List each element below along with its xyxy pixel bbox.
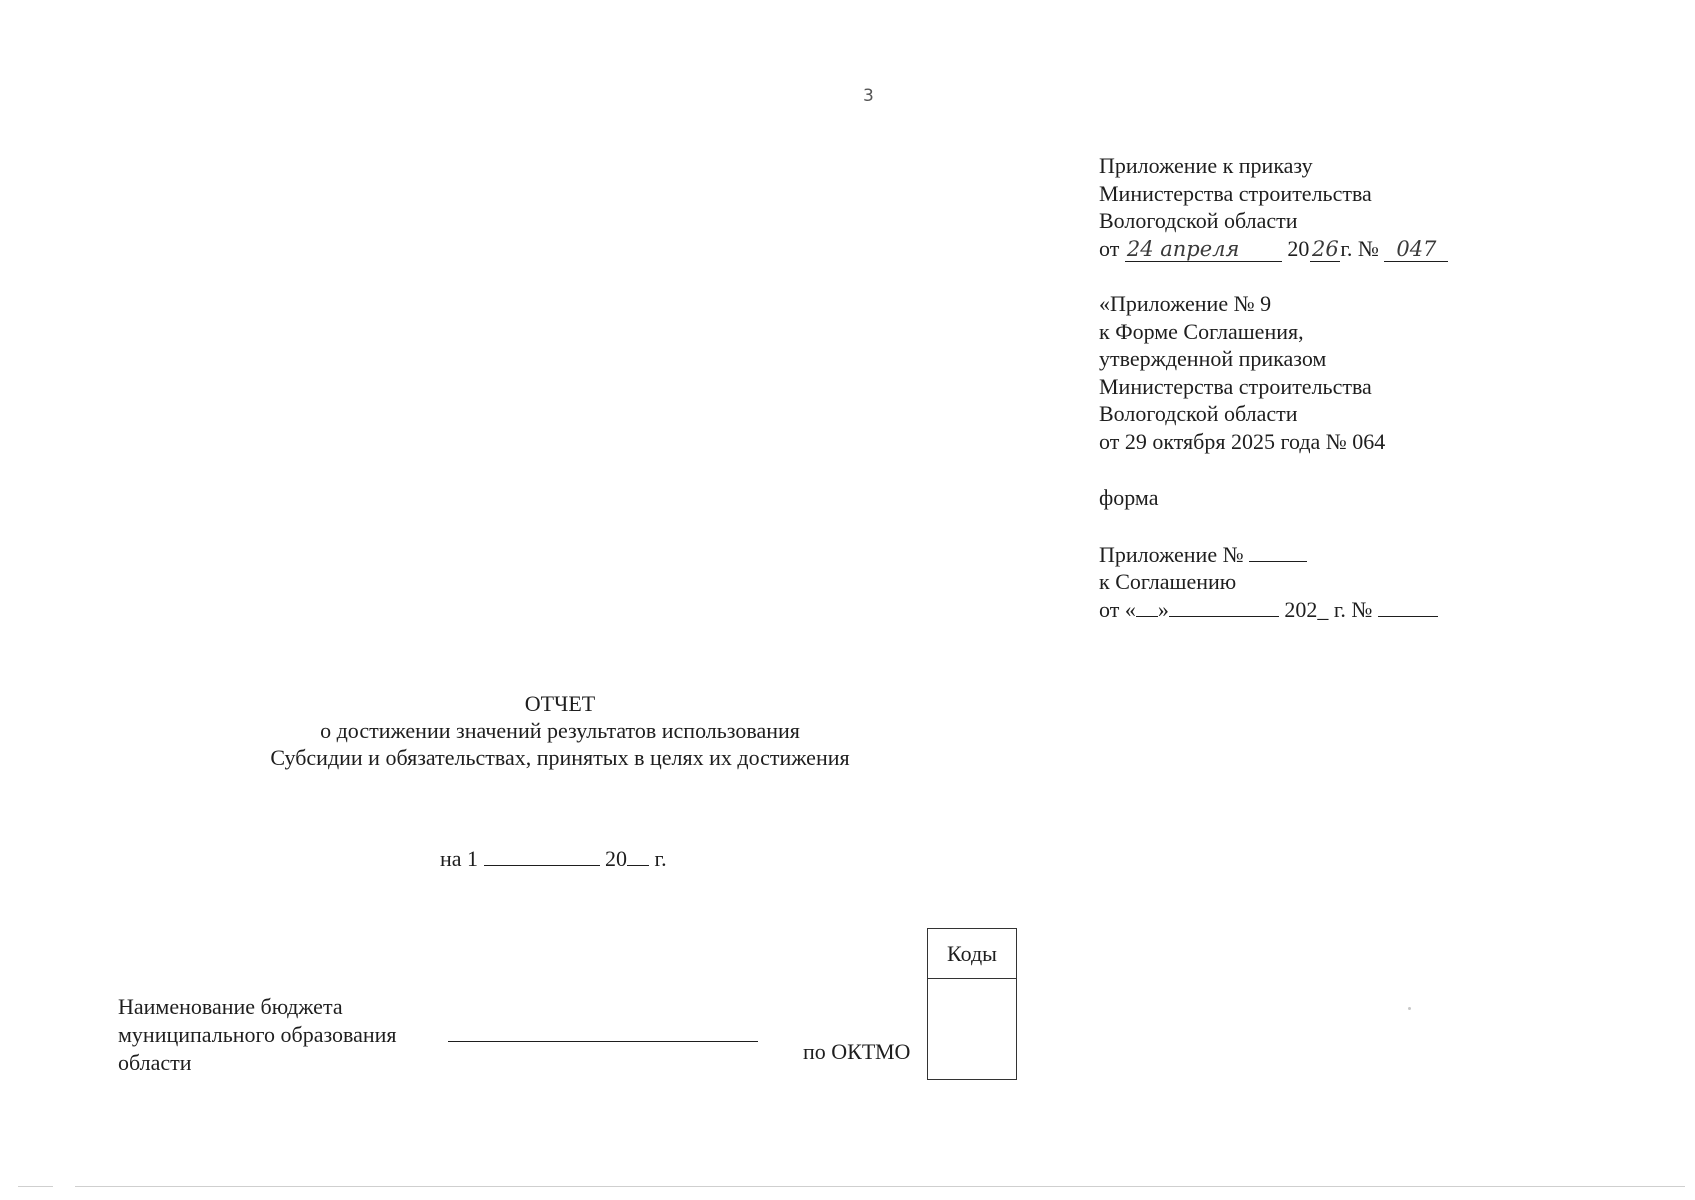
budget-name-label-line-2: муниципального образования [118, 1022, 397, 1047]
agreement-appendix-number-blank [1249, 541, 1307, 562]
report-title-line-2: о достижении значений результатов использования [320, 718, 800, 743]
handwritten-number: 047 [1384, 237, 1448, 262]
handwritten-day: 24 апреля [1125, 237, 1282, 262]
agreement-appendix-line-2: к Соглашению [1099, 569, 1237, 594]
codes-header: Коды [928, 929, 1016, 979]
report-date-suffix: г. [654, 846, 667, 871]
appendix-line-1: Приложение к приказу [1099, 153, 1313, 178]
footer-rule-right [75, 1186, 1685, 1187]
form-label: форма [1099, 485, 1159, 510]
appendix-date-line [1099, 235, 1448, 263]
footer-rule-left [18, 1186, 53, 1187]
agreement-appendix-line-1 [1099, 541, 1448, 569]
page-number: 3 [863, 86, 874, 106]
report-month-blank [484, 845, 600, 866]
amended-appendix-line-5: Вологодской области [1099, 401, 1298, 426]
scan-speck [1408, 1007, 1411, 1010]
agreement-day-blank [1136, 596, 1158, 617]
agreement-number-blank [1378, 596, 1438, 617]
appendix-number-prefix: г. № [1340, 235, 1379, 261]
agreement-date-close: » [1157, 596, 1169, 622]
codes-table [927, 928, 1017, 1080]
budget-name-label [118, 993, 397, 1077]
appendix-line-2: Министерства строительства [1099, 180, 1372, 206]
report-year-prefix: 20 [605, 846, 628, 871]
amended-appendix-line-2: к Форме Соглашения, [1099, 318, 1304, 344]
report-title-line-1: ОТЧЕТ [524, 691, 596, 716]
appendix-block [1099, 152, 1448, 623]
agreement-date-open: от « [1099, 596, 1136, 622]
agreement-appendix-number-label: Приложение № [1099, 541, 1244, 567]
budget-name-label-line-3: области [118, 1050, 192, 1075]
budget-name-blank [448, 1041, 758, 1042]
appendix-line-3: Вологодской области [1099, 208, 1298, 233]
appendix-year-prefix: 20 [1287, 235, 1310, 261]
agreement-month-blank [1169, 596, 1279, 617]
oktmo-code-cell [928, 979, 1016, 1079]
report-year-blank [627, 845, 649, 866]
handwritten-year: 26 [1311, 236, 1339, 261]
amended-appendix-line-1: «Приложение № 9 [1099, 291, 1272, 316]
budget-name-label-line-1: Наименование бюджета [118, 994, 343, 1019]
amended-appendix-line-4: Министерства строительства [1099, 373, 1372, 399]
agreement-appendix-line-3 [1099, 596, 1448, 624]
report-date-prefix: на 1 [440, 846, 479, 871]
amended-appendix-line-3: утвержденной приказом [1099, 346, 1327, 371]
agreement-year-label: 202_ г. № [1284, 596, 1373, 622]
report-date [440, 845, 667, 872]
oktmo-label: по ОКТМО [803, 1039, 911, 1064]
appendix-date-prefix: от [1099, 235, 1120, 261]
report-title-line-3: Субсидии и обязательствах, принятых в целях их достижения [270, 745, 850, 770]
amended-appendix-line-6: от 29 октября 2025 года № 064 [1099, 428, 1386, 454]
report-title [120, 690, 1000, 771]
